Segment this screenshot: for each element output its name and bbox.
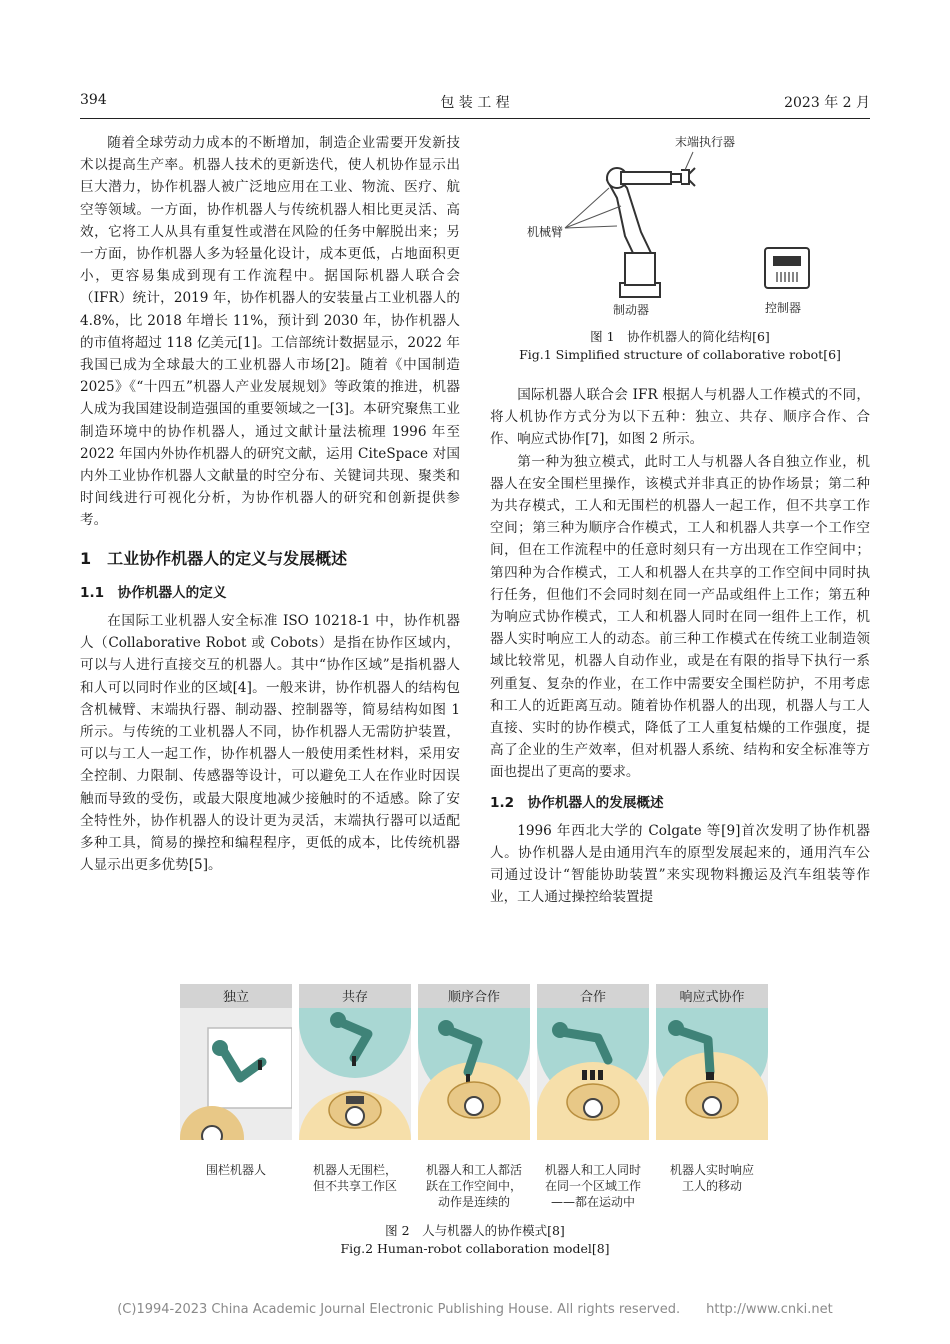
- label-end-effector: 末端执行器: [675, 135, 736, 149]
- figure-2-collaboration-modes: [178, 982, 772, 1214]
- robot-arm-illustration: [607, 168, 695, 297]
- panel-1-desc-line1: 围栏机器人: [205, 1163, 267, 1177]
- worker-head: [346, 1107, 364, 1125]
- figure-2-caption-en: [0, 1240, 950, 1257]
- left-column: [80, 132, 460, 877]
- panel-responsive: [656, 984, 768, 1193]
- panel-1-title: 独立: [222, 990, 250, 1005]
- page-number: 394: [80, 92, 107, 108]
- panel-3-desc-line2: 跃在工作空间中，: [425, 1179, 523, 1193]
- panel-2-desc-line2: 但不共享工作区: [312, 1179, 398, 1193]
- work-piece: [346, 1096, 364, 1104]
- modes-detail-paragraph: 第一种为独立模式，此时工人与机器人各自独立作业，机器人在安全围栏里操作，该模式并非真正的协作场景；第二种为共存模式，工人和无围栏的机器人一起工作，但不共享工作空间；第三种为顺序合作模式，工人和机器人共享一个工作空间，但在工作流程中的任意时刻只有一方出现在工作空间中；第四种为合作模式，工人和机器人在共享的工作空间中同时执行任务，但他们不会同时刻在同一产品或组件上工作；第五种为响应式协作模式，工人和机器人同时在同一组件上工作，机器人实时响应工人的动态。前三种工作模式在传统工业制造领域比较常见，机器人自动作业，或是在有限的指导下执行一系列重复、复杂的作业，在工作中需要安全围栏防护，不用考虑和工人的近距离互动。随着协作机器人的出现，机器人与工人直接、实时的协作模式，降低了工人重复枯燥的工作强度，提高了企业的生产效率，但对机器人系统、结构和安全标准等方面也提出了更高的要求。: [490, 453, 870, 781]
- section-1-2-heading: 1.2 协作机器人的发展概述: [490, 794, 664, 811]
- panel-3-desc-line3: 动作是连续的: [437, 1195, 511, 1209]
- figure-1-robot-structure: [525, 128, 825, 323]
- robot-base-column: [625, 253, 655, 285]
- panel-sequential: [418, 984, 530, 1209]
- figure-1-caption-en-text: Fig.1 Simplified structure of collaborative robot[6]: [519, 347, 841, 362]
- end-effector-gripper: [681, 168, 695, 186]
- robot-wrist: [671, 174, 681, 182]
- panel-3-desc-line1: 机器人和工人都活: [425, 1163, 523, 1177]
- figure-2-caption-en-text: Fig.2 Human-robot collaboration model[8]: [340, 1241, 610, 1256]
- panel-4-desc-line2: 在同一个区域工作: [544, 1179, 642, 1193]
- copyright-footer: (C)1994-2023 China Academic Journal Electronic Publishing House. All rights reserved. http://www.cnki.net: [117, 1302, 833, 1317]
- modes-intro-paragraph: 国际机器人联合会 IFR 根据人与机器人工作模式的不同，将人机协作方式分为以下五种：独立、共存、顺序合作、合作、响应式协作[7]，如图 2 所示。: [490, 387, 870, 448]
- development-paragraph: 1996 年西北大学的 Colgate 等[9]首次发明了协作机器人。协作机器人是由通用汽车的原型发展起来的，通用汽车公司通过设计“智能协助装置”来实现物料搬运及汽车组装等作业，工人通过操控给装置提: [490, 822, 870, 906]
- panel-4-title: 合作: [579, 990, 607, 1005]
- worker-head: [703, 1097, 721, 1115]
- panel-2-desc-line1: 机器人无围栏，: [312, 1163, 398, 1177]
- robot-upper-arm: [621, 172, 671, 184]
- section-1-1-heading: 1.1 协作机器人的定义: [80, 584, 227, 601]
- figure-2-caption-cn-text: 图 2 人与机器人的协作模式[8]: [385, 1223, 565, 1238]
- right-column: [490, 384, 870, 909]
- robot-base: [212, 1040, 228, 1056]
- label-brake: 制动器: [613, 303, 650, 317]
- controller-box: [765, 248, 809, 288]
- worker-head: [584, 1099, 602, 1117]
- panel-4-desc-line1: 机器人和工人同时: [544, 1163, 642, 1177]
- panel-4-desc-line3: ——都在运动中: [550, 1195, 636, 1209]
- intro-paragraph: 随着全球劳动力成本的不断增加，制造企业需要开发新技术以提高生产率。机器人技术的更新迭代，使人机协作显示出巨大潜力，协作机器人被广泛地应用在工业、物流、医疗、航空等领域。一方面，协作机器人与传统机器人相比更灵活、高效，它将工人从具有重复性或潜在风险的任务中解脱出来；另一方面，协作机器人多为轻量化设计，成本更低，占地面积更小，更容易集成到现有工作流程中。据国际机器人联合会（IFR）统计，2019 年，协作机器人的安装量占工业机器人的 4.8%，比 2018 年增长 11%，预计到 2030 年，协作机器人的市值将超过 118 亿美元[1]。工信部统计数据显示，2022 年我国已成为全球最大的工业机器人市场[2]。随着《中国制造 2025》《“十四五”机器人产业发展规划》等政策的推进，机器人成为我国建设制造强国的重要领域之一[3]。本研究聚焦工业制造环境中的协作机器人，通过文献计量法梳理 1996 年至 2022 年国内外协作机器人的研究文献，运用 CiteSpace 对国内外工业协作机器人文献量的时空分布、关键词共现、聚类和时间线进行可视化分析，为协作机器人的研究和创新提供参考。: [80, 135, 460, 529]
- panel-2-title: 共存: [341, 990, 369, 1005]
- figure-1-caption-cn: [490, 328, 870, 345]
- header-rule: [80, 118, 870, 119]
- panel-5-desc-line2: 工人的移动: [681, 1179, 743, 1193]
- label-controller: 控制器: [765, 301, 802, 315]
- issue-date: 2023 年 2 月: [784, 95, 870, 111]
- figure-2-caption-cn: [0, 1222, 950, 1239]
- journal-title: 包 装 工 程: [440, 95, 510, 111]
- figure-1-caption-cn-text: 图 1 协作机器人的简化结构[6]: [590, 329, 770, 344]
- panel-independent: [180, 984, 292, 1177]
- panel-5-desc-line1: 机器人实时响应: [669, 1163, 755, 1177]
- section-1-heading: 1 工业协作机器人的定义与发展概述: [80, 548, 348, 568]
- worker-head: [465, 1097, 483, 1115]
- panel-3-title: 顺序合作: [447, 990, 501, 1005]
- panel-cooperation: [537, 984, 649, 1209]
- figure-1-caption-en: [490, 346, 870, 363]
- label-robot-arm: 机械臂: [527, 225, 564, 239]
- panel-5-title: 响应式协作: [679, 990, 745, 1005]
- panel-coexistence: [299, 984, 411, 1193]
- definition-paragraph: 在国际工业机器人安全标准 ISO 10218-1 中，协作机器人（Collaborative Robot 或 Cobots）是指在协作区域内，可以与人进行直接交互的机器人。其中“协作区域”是指机器人和人可以同时作业的区域[4]。一般来讲，协作机器人的结构包含机械臂、末端执行器、制动器、控制器等，简易结构如图 1 所示。与传统的工业机器人不同，协作机器人无需防护装置，可以与工人一起工作，协作机器人一般使用柔性材料，采用安全控制、力限制、传感器等设计，可以避免工人在作业时因误触而导致的受伤，或最大限度地减少接触时的不适感。除了安全特性外，协作机器人的设计更为灵活，末端执行器可以适配多种工具，简易的操控和编程程序，更低的成本，比传统机器人显示出更多优势[5]。: [80, 613, 460, 874]
- worker-head: [202, 1126, 222, 1146]
